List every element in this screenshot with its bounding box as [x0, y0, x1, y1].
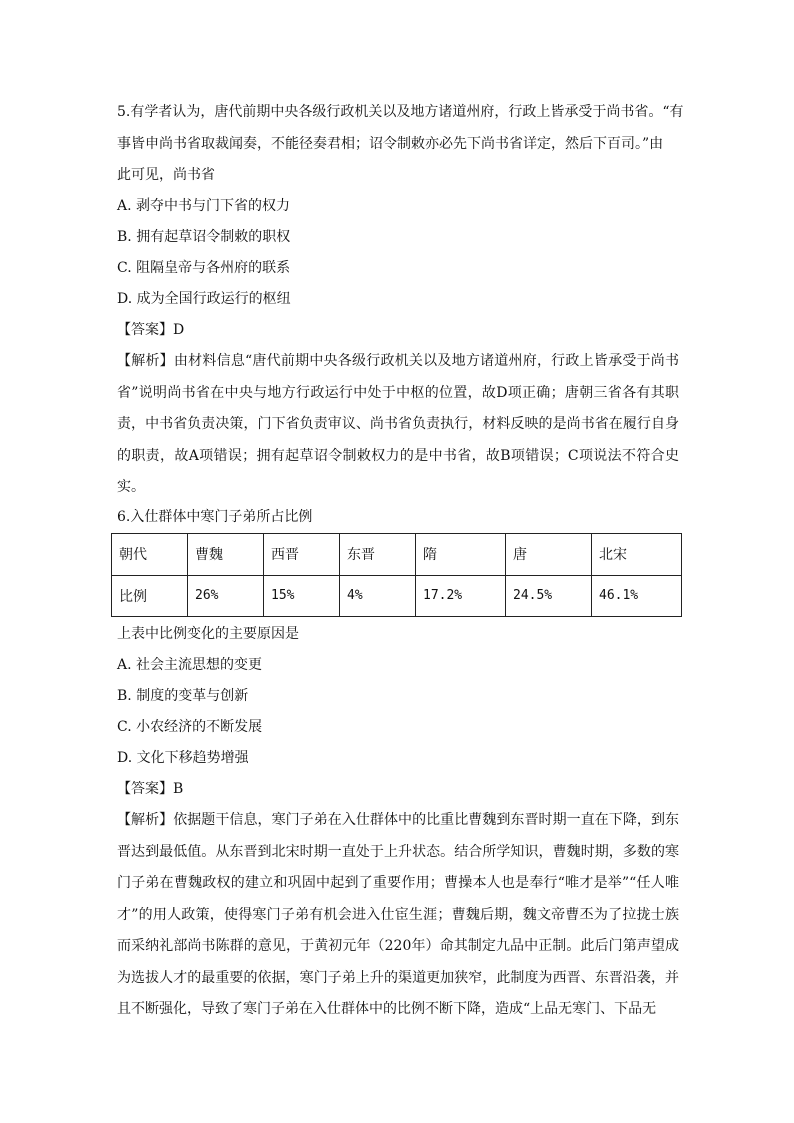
q5-option-a: A. 剥夺中书与门下省的权力 [117, 198, 291, 214]
q5-analysis: 【解析】由材料信息“唐代前期中央各级行政机关以及地方诸道州府，行政上皆承受于尚书省”说明尚书省在中央与地方行政运行中处于中枢的位置，故D项正确；唐朝三省各有其职责，中书省负责决策，门下省负责审议、尚书省负责执行，材料反映的是尚书省在履行自身的职责，故A项错误；拥有起草诏令制敕权力的是中书省，故B项错误；C项说法不符合史实。 [117, 353, 679, 495]
table-cell: 4% [340, 575, 416, 617]
table-cell: 24.5% [506, 575, 592, 617]
q5-stem-line-3: 此可见，尚书省 [117, 167, 215, 183]
table-header-cell: 唐 [506, 534, 592, 576]
table-header-cell: 朝代 [112, 534, 188, 576]
q5-stem-line-1: 5.有学者认为，唐代前期中央各级行政机关以及地方诸道州府，行政上皆承受于尚书省。“有 [117, 104, 684, 120]
table-cell: 17.2% [416, 575, 506, 617]
table-header-cell: 隋 [416, 534, 506, 576]
q5-option-d: D. 成为全国行政运行的枢纽 [117, 291, 291, 307]
table-row [112, 575, 682, 617]
q6-question: 上表中比例变化的主要原因是 [117, 626, 299, 642]
q6-option-c: C. 小农经济的不断发展 [117, 719, 263, 735]
q5-option-c: C. 阻隔皇帝与各州府的联系 [117, 260, 291, 276]
table-header-cell: 曹魏 [188, 534, 264, 576]
q5-stem-line-2: 事皆申尚书省取裁闻奏，不能径奏君相；诏令制敕亦必先下尚书省详定，然后下百司。”由 [117, 136, 664, 152]
table-cell: 26% [188, 575, 264, 617]
q6-stem: 6.入仕群体中寒门子弟所占比例 [117, 509, 313, 525]
q6-option-d: D. 文化下移趋势增强 [117, 750, 249, 766]
table-cell: 15% [264, 575, 340, 617]
table-header-cell: 西晋 [264, 534, 340, 576]
table-cell: 46.1% [592, 575, 682, 617]
q6-option-a: A. 社会主流思想的变更 [117, 657, 263, 673]
q6-analysis: 【解析】依据题干信息，寒门子弟在入仕群体中的比重比曹魏到东晋时期一直在下降，到东晋达到最低值。从东晋到北宋时期一直处于上升状态。结合所学知识，曹魏时期，多数的寒门子弟在曹魏政权的建立和巩固中起到了重要作用；曹操本人也是奉行“唯才是举”“任人唯才”的用人政策，使得寒门子弟有机会进入仕宦生涯；曹魏后期，魏文帝曹丕为了拉拢士族而采纳礼部尚书陈群的意见，于黄初元年（220年）命其制定九品中正制。此后门第声望成为选拔人才的最重要的依据，寒门子弟上升的渠道更加狭窄，此制度为西晋、东晋沿袭，并且不断强化，导致了寒门子弟在入仕群体中的比例不断下降，造成“上品无寒门、下品无 [117, 812, 679, 1017]
table-cell: 比例 [112, 575, 188, 617]
table-header-cell: 东晋 [340, 534, 416, 576]
q6-answer: 【答案】B [117, 781, 184, 797]
table-header-row [112, 534, 682, 576]
q5-option-b: B. 拥有起草诏令制敕的职权 [117, 229, 291, 245]
table-header-cell: 北宋 [592, 534, 682, 576]
q6-option-b: B. 制度的变革与创新 [117, 688, 249, 704]
ratio-table [111, 533, 682, 617]
q5-answer: 【答案】D [117, 322, 185, 338]
